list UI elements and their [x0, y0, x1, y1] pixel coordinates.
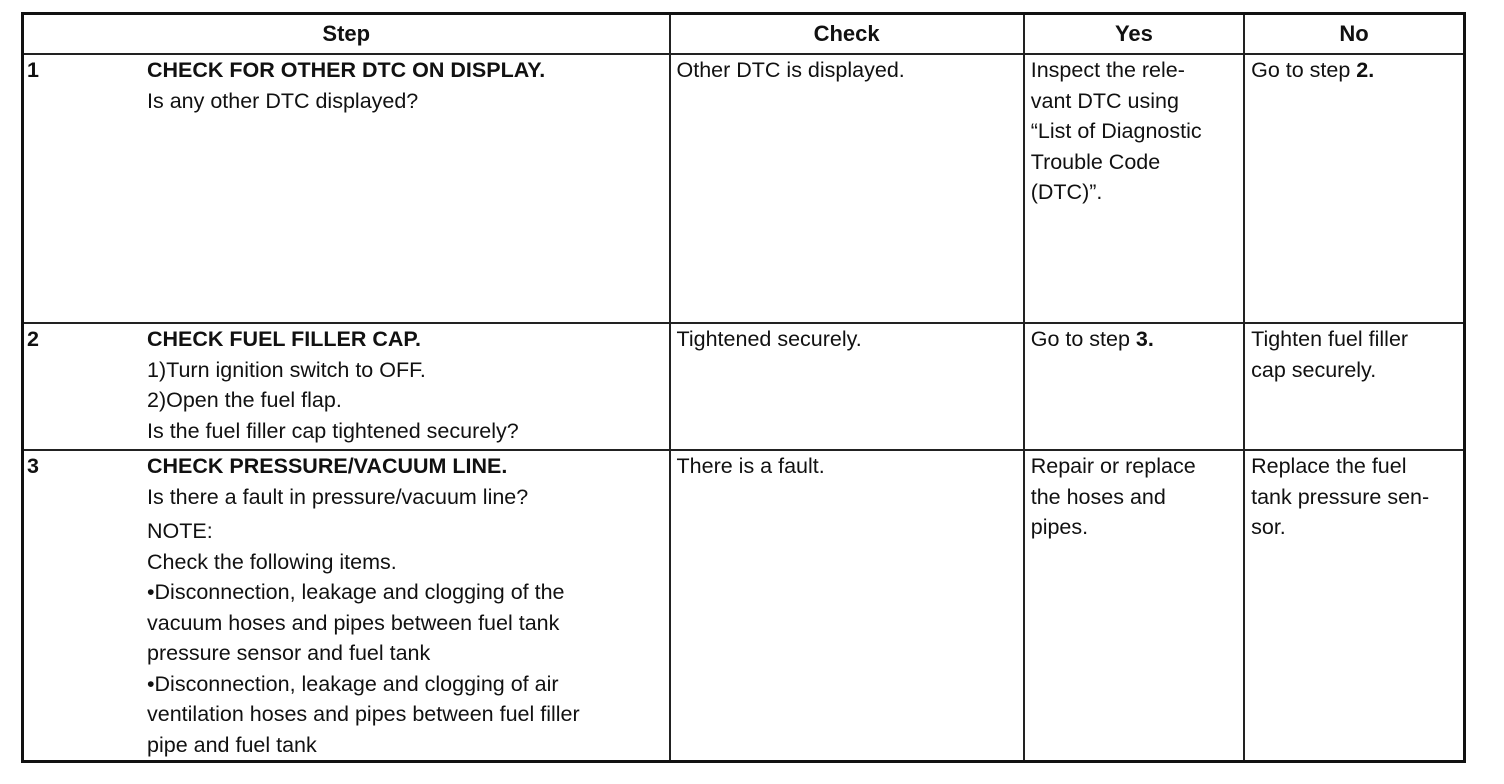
step-line: 1)Turn ignition switch to OFF. [147, 357, 426, 382]
check-text: Tightened securely. [676, 327, 862, 351]
yes-line: Inspect the rele- [1030, 58, 1185, 82]
no-text [1245, 451, 1463, 543]
yes-text [1025, 324, 1243, 355]
header-step: Step [23, 14, 670, 55]
step-number: 2 [27, 327, 39, 351]
yes-line: Trouble Code [1030, 149, 1161, 174]
no-line: tank pressure sen- [1251, 484, 1430, 509]
no-prefix: Go to step [1251, 58, 1357, 82]
diagnostic-table [21, 12, 1466, 763]
yes-line: vant DTC using [1030, 88, 1179, 113]
note-line: vacuum hoses and pipes between fuel tank [147, 610, 560, 635]
table-row-step-2 [23, 323, 1465, 450]
no-line: Tighten fuel filler [1251, 327, 1409, 351]
check-text: Other DTC is displayed. [676, 58, 905, 82]
check-cell [670, 450, 1024, 762]
table-row-step-3 [23, 450, 1465, 762]
note-line: Check the following items. [147, 549, 397, 574]
step-line: Is any other DTC displayed? [147, 88, 419, 113]
step-number: 3 [27, 454, 39, 478]
step-cell [23, 323, 670, 450]
step-title: CHECK PRESSURE/VACUUM LINE. [147, 454, 508, 478]
yes-text [1025, 55, 1243, 208]
step-cell [23, 450, 670, 762]
step-ref: 2. [1356, 58, 1375, 82]
step-cell [23, 54, 670, 323]
check-cell [670, 323, 1024, 450]
step-line: Is the fuel filler cap tightened securely? [147, 418, 519, 443]
note-label: NOTE: [147, 519, 213, 543]
note-line: •Disconnection, leakage and clogging of air [147, 671, 559, 696]
yes-prefix: Go to step [1030, 327, 1136, 351]
yes-line: the hoses and [1030, 484, 1166, 509]
yes-line: “List of Diagnostic [1030, 119, 1202, 143]
step-line: Is there a fault in pressure/vacuum line? [147, 484, 529, 509]
no-cell [1244, 450, 1464, 762]
yes-cell [1024, 323, 1244, 450]
header-no: No [1244, 14, 1464, 55]
step-title: CHECK FUEL FILLER CAP. [147, 327, 421, 351]
note-line: pressure sensor and fuel tank [147, 641, 431, 665]
yes-line: Repair or replace [1030, 454, 1196, 478]
no-text [1245, 55, 1463, 86]
no-line: Replace the fuel [1251, 454, 1407, 478]
yes-cell [1024, 450, 1244, 762]
step-body [24, 55, 669, 116]
no-cell [1244, 323, 1464, 450]
header-yes: Yes [1024, 14, 1244, 55]
yes-line: pipes. [1030, 515, 1089, 539]
no-line: cap securely. [1251, 357, 1377, 382]
step-ref: 3. [1135, 327, 1154, 351]
note-line: pipe and fuel tank [147, 732, 317, 757]
no-text [1245, 324, 1463, 385]
step-body [24, 324, 669, 446]
step-number: 1 [27, 58, 39, 82]
no-cell [1244, 54, 1464, 323]
step-body [24, 451, 669, 760]
header-row [23, 14, 1465, 55]
yes-text [1025, 451, 1243, 543]
yes-line: (DTC)”. [1030, 180, 1103, 204]
no-line: sor. [1251, 515, 1286, 539]
note-line: ventilation hoses and pipes between fuel filler [147, 702, 580, 726]
table-row-step-1 [23, 54, 1465, 323]
yes-cell [1024, 54, 1244, 323]
step-line: 2)Open the fuel flap. [147, 388, 342, 412]
note-line: •Disconnection, leakage and clogging of the [147, 580, 565, 604]
step-title: CHECK FOR OTHER DTC ON DISPLAY. [147, 58, 546, 82]
check-text: There is a fault. [676, 454, 825, 478]
check-cell [670, 54, 1024, 323]
header-check: Check [670, 14, 1024, 55]
